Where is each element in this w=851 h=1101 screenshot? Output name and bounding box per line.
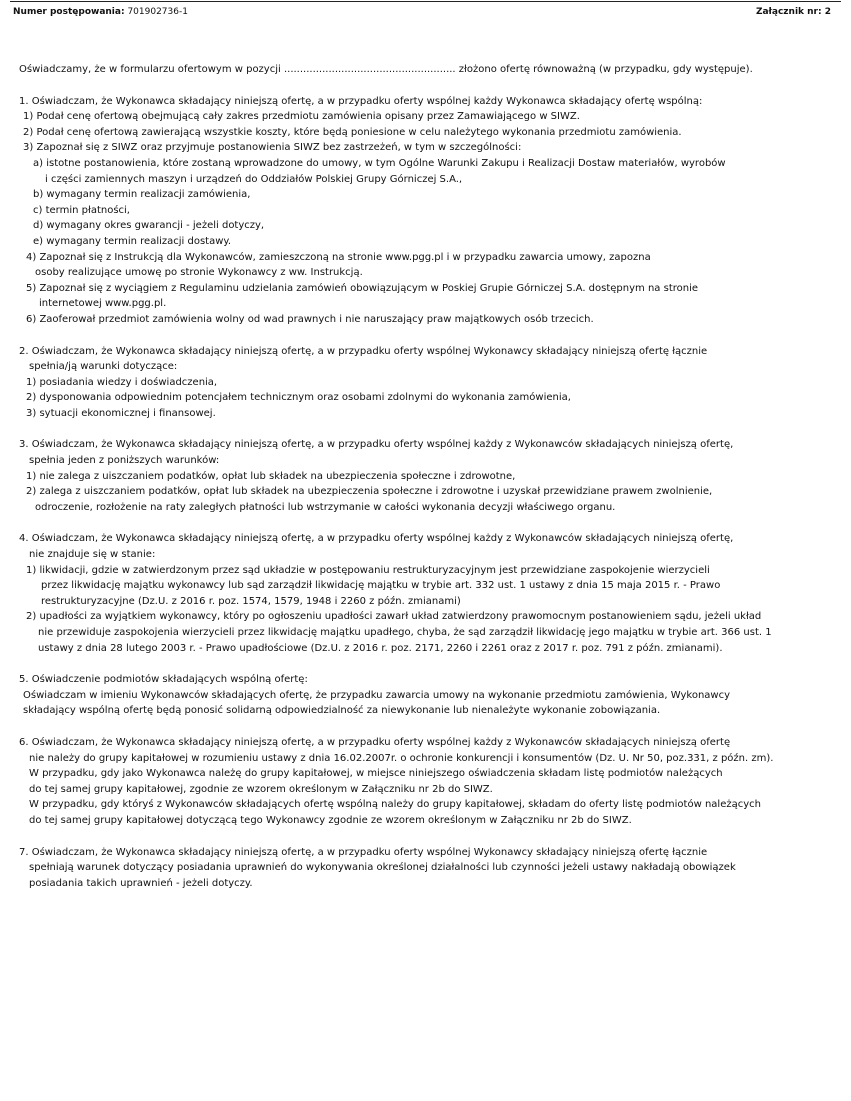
case-number-label: Numer postępowania: — [13, 7, 125, 17]
paragraph-gap — [19, 328, 819, 344]
section-text-line: ustawy z dnia 28 lutego 2003 r. - Prawo upadłościowe (Dz.U. z 2016 r. poz. 2171, 2260 i 2261 oraz z 2017 r. poz. 791 z późn. zmianami). — [38, 642, 723, 654]
declaration-section — [19, 531, 819, 656]
section-heading-line: 4. Oświadczam, że Wykonawca składający niniejszą ofertę, a w przypadku oferty wspólnej każdy z Wykonawców składających niniejszą ofertę, — [19, 533, 734, 545]
paragraph-gap — [19, 515, 819, 531]
section-text-line: 2) dysponowania odpowiednim potencjałem technicznym oraz osobami zdolnymi do wykonania zamówienia, — [26, 392, 571, 404]
section-text-line: osoby realizujące umowę po stronie Wykonawcy z ww. Instrukcją. — [35, 267, 363, 279]
section-text-line: d) wymagany okres gwarancji - jeżeli dotyczy, — [33, 220, 265, 232]
declaration-section — [19, 672, 819, 719]
section-text-line: 6) Zaoferował przedmiot zamówienia wolny od wad prawnych i nie naruszający praw majątkowych osób trzecich. — [26, 313, 594, 325]
section-heading-line: 5. Oświadczenie podmiotów składających wspólną ofertę: — [19, 674, 308, 686]
paragraph-gap — [19, 719, 819, 735]
section-text-line: do tej samej grupy kapitałowej, zgodnie ze wzorem określonym w Załączniku nr 2b do SIWZ. — [29, 783, 493, 795]
section-text-line: składający wspólną ofertę będą ponosić solidarną odpowiedzialność za niewykonanie lub nienależyte wykonanie zobowiązania. — [23, 705, 661, 717]
section-heading-line: 3. Oświadczam, że Wykonawca składający niniejszą ofertę, a w przypadku oferty wspólnej każdy z Wykonawców składających niniejszą ofertę, — [19, 439, 734, 451]
section-text-line: 1) nie zalega z uiszczaniem podatków, opłat lub składek na ubezpieczenia społeczne i zdrowotne, — [26, 470, 516, 482]
section-heading-line: 2. Oświadczam, że Wykonawca składający niniejszą ofertę, a w przypadku oferty wspólnej Wykonawcy składający niniejszą ofertę łącznie — [19, 345, 708, 357]
paragraph-gap — [19, 421, 819, 437]
declaration-section — [19, 735, 819, 829]
section-text-line: 2) zalega z uiszczaniem podatków, opłat lub składek na ubezpieczenia społeczne i zdrowotne i uzyskał przewidziane prawem zwolnienie, — [26, 486, 713, 498]
section-text-line: Oświadczam w imieniu Wykonawców składających ofertę, że przypadku zawarcia umowy na wykonanie przedmiotu zamówienia, Wykonawcy — [23, 689, 731, 701]
declaration-section — [19, 845, 819, 892]
paragraph-gap — [19, 829, 819, 845]
section-text-line: 2) upadłości za wyjątkiem wykonawcy, który po ogłoszeniu upadłości zawarł układ zatwierdzony prawomocnym postanowieniem sądu, jeżeli układ — [26, 611, 762, 623]
section-text-line: b) wymagany termin realizacji zamówienia, — [33, 189, 251, 201]
declaration-body — [19, 62, 819, 891]
section-text-line: restrukturyzacyjne (Dz.U. z 2016 r. poz. 1574, 1579, 1948 i 2260 z późn. zmianami) — [41, 595, 461, 607]
section-text-line: 3) sytuacji ekonomicznej i finansowej. — [26, 407, 216, 419]
section-text-line: internetowej www.pgg.pl. — [39, 298, 167, 310]
section-text-line: nie przewiduje zaspokojenia wierzycieli przez likwidację majątku upadłego, chyba, że sąd zarządził likwidację jego majątku w trybie art. 366 ust. 1 — [38, 627, 772, 638]
section-text-line: W przypadku, gdy jako Wykonawca należę do grupy kapitałowej, w miejsce niniejszego oświadczenia składam listę podmiotów należących — [29, 768, 723, 780]
section-heading-line: 6. Oświadczam, że Wykonawca składający niniejszą ofertę, a w przypadku oferty wspólnej każdy z Wykonawców składających niniejszą ofertę — [19, 736, 731, 748]
section-text-line: e) wymagany termin realizacji dostawy. — [33, 235, 232, 247]
section-text-line: W przypadku, gdy któryś z Wykonawców składających ofertę wspólną należy do grupy kapitałowej, składam do oferty listę podmiotów należących — [29, 799, 761, 811]
section-text-line: nie należy do grupy kapitałowej w rozumieniu ustawy z dnia 16.02.2007r. o ochronie konkurencji i konsumentów (Dz. U. Nr 50, poz.331, z późn. zm). — [29, 752, 774, 764]
section-text-line: 5) Zapoznał się z wyciągiem z Regulaminu udzielania zamówień obowiązującym w Poskiej Grupie Górniczej S.A. dostępnym na stronie — [26, 282, 699, 294]
case-number-value: 701902736-1 — [127, 7, 188, 17]
section-text-line: posiadania takich uprawnień - jeżeli dotyczy. — [29, 877, 253, 889]
section-heading-line: Oświadczamy, że w formularzu ofertowym w pozycji ...................................................... złożono ofertę równoważną (w przypadku, gdy występuje). — [19, 64, 753, 75]
paragraph-gap — [19, 78, 819, 94]
section-text-line: a) istotne postanowienia, które zostaną wprowadzone do umowy, w tym Ogólne Warunki Zakupu i Realizacji Dostaw materiałów, wyrobów — [33, 157, 726, 169]
section-text-line: 1) Podał cenę ofertową obejmującą cały zakres przedmiotu zamówienia opisany przez Zamawiającego w SIWZ. — [23, 111, 580, 123]
page-header — [13, 5, 831, 19]
section-text-line: i części zamiennych maszyn i urządzeń do Oddziałów Polskiej Grupy Górniczej S.A., — [45, 173, 463, 185]
section-text-line: c) termin płatności, — [33, 204, 130, 216]
attachment-label: Załącznik nr: 2 — [755, 7, 831, 17]
section-text-line: 1) likwidacji, gdzie w zatwierdzonym przez sąd układzie w postępowaniu restrukturyzacyjnym jest przewidziane zaspokojenie wierzycieli — [26, 564, 710, 576]
case-number-field — [13, 5, 188, 19]
section-text-line: do tej samej grupy kapitałowej dotyczącą tego Wykonawcy zgodnie ze wzorem określonym w Załączniku nr 2b do SIWZ. — [29, 814, 632, 826]
section-text-line: spełnia/ją warunki dotyczące: — [29, 361, 178, 373]
section-text-line: spełniają warunek dotyczący posiadania uprawnień do wykonywania określonej działalności lub czynności jeżeli ustawy nakładają obowiązek — [29, 862, 736, 874]
header-rule — [10, 1, 841, 2]
section-heading-line: 1. Oświadczam, że Wykonawca składający niniejszą ofertę, a w przypadku oferty wspólnej każdy Wykonawca składający ofertę wspólną: — [19, 95, 703, 107]
section-text-line: 2) Podał cenę ofertową zawierającą wszystkie koszty, które będą poniesione w celu należytego wykonania przedmiotu zamówienia. — [23, 126, 682, 138]
declaration-section — [19, 94, 819, 328]
section-text-line: odroczenie, rozłożenie na raty zaległych płatności lub wstrzymanie w całości wykonania decyzji właściwego organu. — [35, 501, 616, 513]
intro-statement — [19, 62, 819, 78]
declaration-section — [19, 344, 819, 422]
section-text-line: 3) Zapoznał się z SIWZ oraz przyjmuje postanowienia SIWZ bez zastrzeżeń, w tym w szczególności: — [23, 142, 522, 154]
section-heading-line: 7. Oświadczam, że Wykonawca składający niniejszą ofertę, a w przypadku oferty wspólnej Wykonawcy składający niniejszą ofertę łącznie — [19, 846, 708, 858]
section-text-line: 1) posiadania wiedzy i doświadczenia, — [26, 376, 218, 388]
section-text-line: 4) Zapoznał się z Instrukcją dla Wykonawców, zamieszczoną na stronie www.pgg.pl i w przypadku zawarcia umowy, zapozna — [26, 251, 651, 263]
section-text-line: spełnia jeden z poniższych warunków: — [29, 455, 220, 467]
paragraph-gap — [19, 656, 819, 672]
section-text-line: nie znajduje się w stanie: — [29, 549, 156, 561]
section-text-line: przez likwidację majątku wykonawcy lub sąd zarządził likwidację majątku w trybie art. 332 ust. 1 ustawy z dnia 15 maja 2015 r. - Prawo — [41, 580, 721, 592]
declaration-section — [19, 437, 819, 515]
